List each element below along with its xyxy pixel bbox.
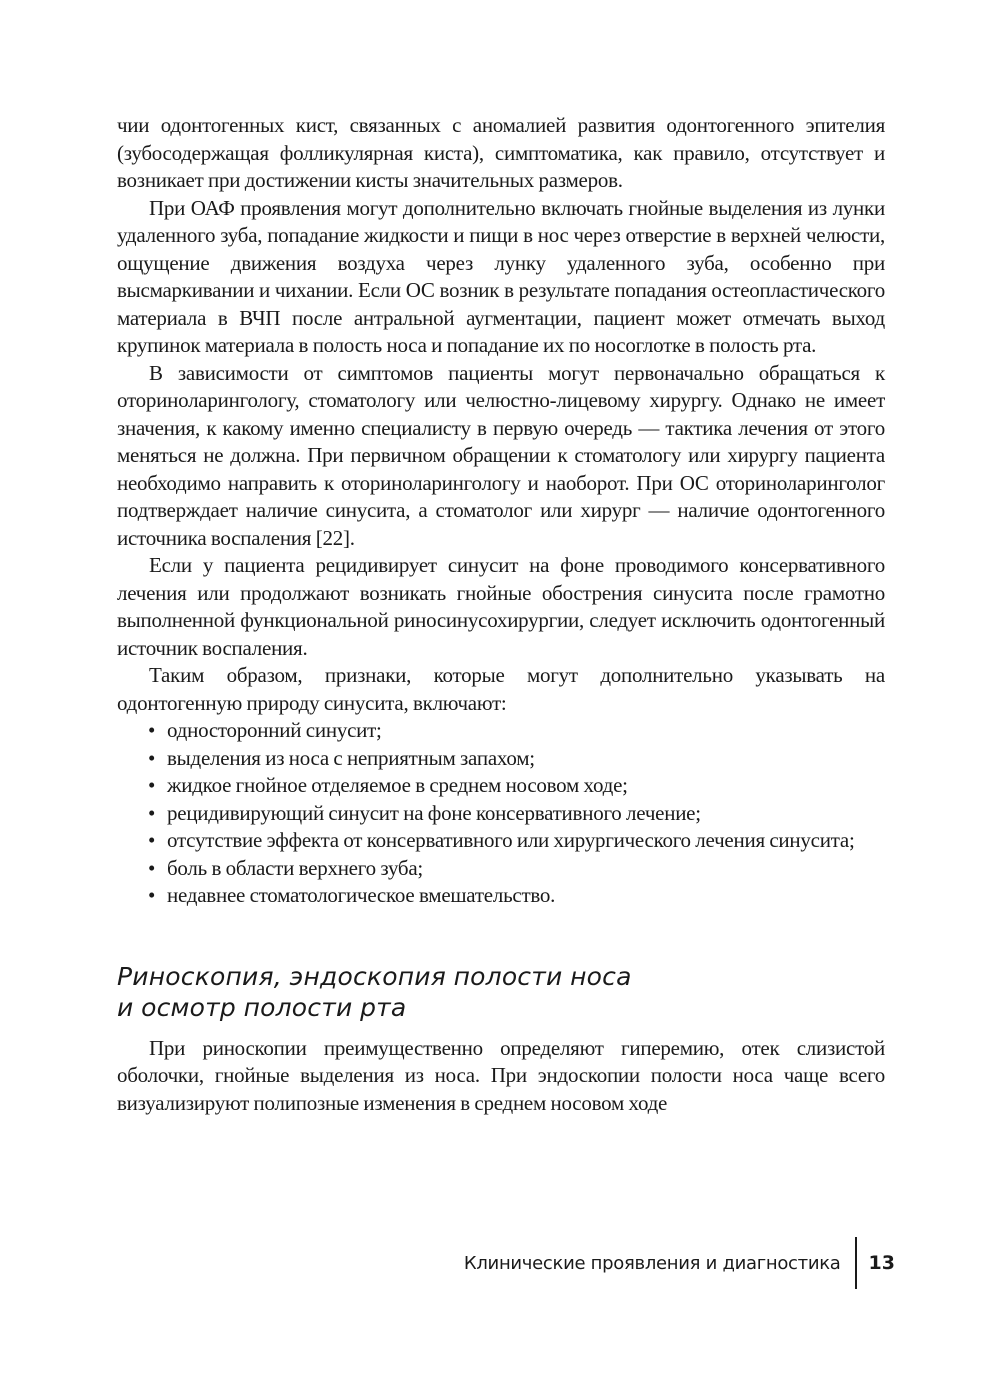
page-body bbox=[117, 112, 885, 1117]
list-item bbox=[148, 855, 885, 883]
list-item bbox=[148, 827, 885, 855]
list-item-text: боль в области верхнего зуба; bbox=[167, 855, 424, 880]
bullet-icon: • bbox=[148, 773, 156, 797]
bullet-icon: • bbox=[148, 828, 156, 852]
bullet-icon: • bbox=[148, 718, 156, 742]
paragraph-signs-intro: Таким образом, признаки, которые могут дополнительно указывать на одонтогенную природу синусита, включают: bbox=[117, 663, 885, 715]
list-item bbox=[148, 717, 885, 745]
list-item-text: отсутствие эффекта от консервативного или хирургического лечения синусита; bbox=[167, 828, 855, 852]
bullet-icon: • bbox=[148, 800, 156, 825]
bullet-icon: • bbox=[148, 855, 156, 880]
page-footer bbox=[464, 1237, 895, 1289]
section-heading bbox=[117, 961, 885, 1023]
paragraph-continuation: чии одонтогенных кист, связанных с аномалией развития одонтогенного эпителия (зубосодержащая фолликулярная киста), симптоматика, как правило, отсутствует и возникает при достижении кисты значительных размеров. bbox=[117, 113, 885, 192]
paragraph-specialists: В зависимости от симптомов пациенты могут первоначально обращаться к оториноларингологу, стоматологу или челюстно-лицевому хирургу. Однако не имеет значения, к какому именно специалисту в первую очередь — тактика лечения от этого меняться не должна. При первичном обращении к стоматологу или хирургу пациента необходимо направить к оториноларингологу и наоборот. При ОС оториноларинголог подтверждает наличие синусита, а стоматолог или хирург — наличие одонтогенного источника воспаления [22]. bbox=[117, 360, 885, 550]
page-number: 13 bbox=[868, 1252, 895, 1274]
list-item-text: односторонний синусит; bbox=[167, 718, 382, 742]
list-item bbox=[148, 800, 885, 828]
paragraph-recurrence: Если у пациента рецидивирует синусит на фоне проводимого консервативного лечения или продолжают возникать гнойные обострения синусита после грамотно выполненной функциональной риносинусохирургии, следует исключить одонтогенный источник воспаления. bbox=[117, 553, 885, 660]
list-item-text: жидкое гнойное отделяемое в среднем носовом ходе; bbox=[167, 773, 628, 797]
list-item bbox=[148, 772, 885, 800]
section-heading-line-1: Риноскопия, эндоскопия полости носа bbox=[117, 961, 632, 991]
bullet-icon: • bbox=[148, 883, 156, 907]
paragraph-oaf: При ОАФ проявления могут дополнительно включать гнойные выделения из лунки удаленного зуба, попадание жидкости и пищи в нос через отверстие в верхней челюсти, ощущение движения воздуха через лунку удаленного зуба, особенно при высмаркивании и чихании. Если ОС возник в результате попадания остеопластического материала в ВЧП после антральной аугментации, пациент может отмечать выход крупинок материала в полость носа и попадание их по носоглотке в полость рта. bbox=[117, 195, 885, 357]
list-item-text: выделения из носа с неприятным запахом; bbox=[167, 745, 535, 770]
section-heading-line-2: и осмотр полости рта bbox=[117, 992, 407, 1022]
running-title: Клинические проявления и диагностика bbox=[463, 1252, 841, 1274]
paragraph-rhinoscopy: При риноскопии преимущественно определяют гиперемию, отек слизистой оболочки, гнойные выделения из носа. При эндоскопии полости носа чаще всего визуализируют полипозные изменения в среднем носовом ходе bbox=[117, 1035, 885, 1115]
list-item-text: рецидивирующий синусит на фоне консервативного лечение; bbox=[167, 800, 701, 825]
list-item-text: недавнее стоматологическое вмешательство. bbox=[167, 883, 556, 907]
signs-list bbox=[117, 717, 885, 910]
list-item bbox=[148, 745, 885, 773]
bullet-icon: • bbox=[148, 745, 156, 770]
list-item bbox=[148, 882, 885, 910]
